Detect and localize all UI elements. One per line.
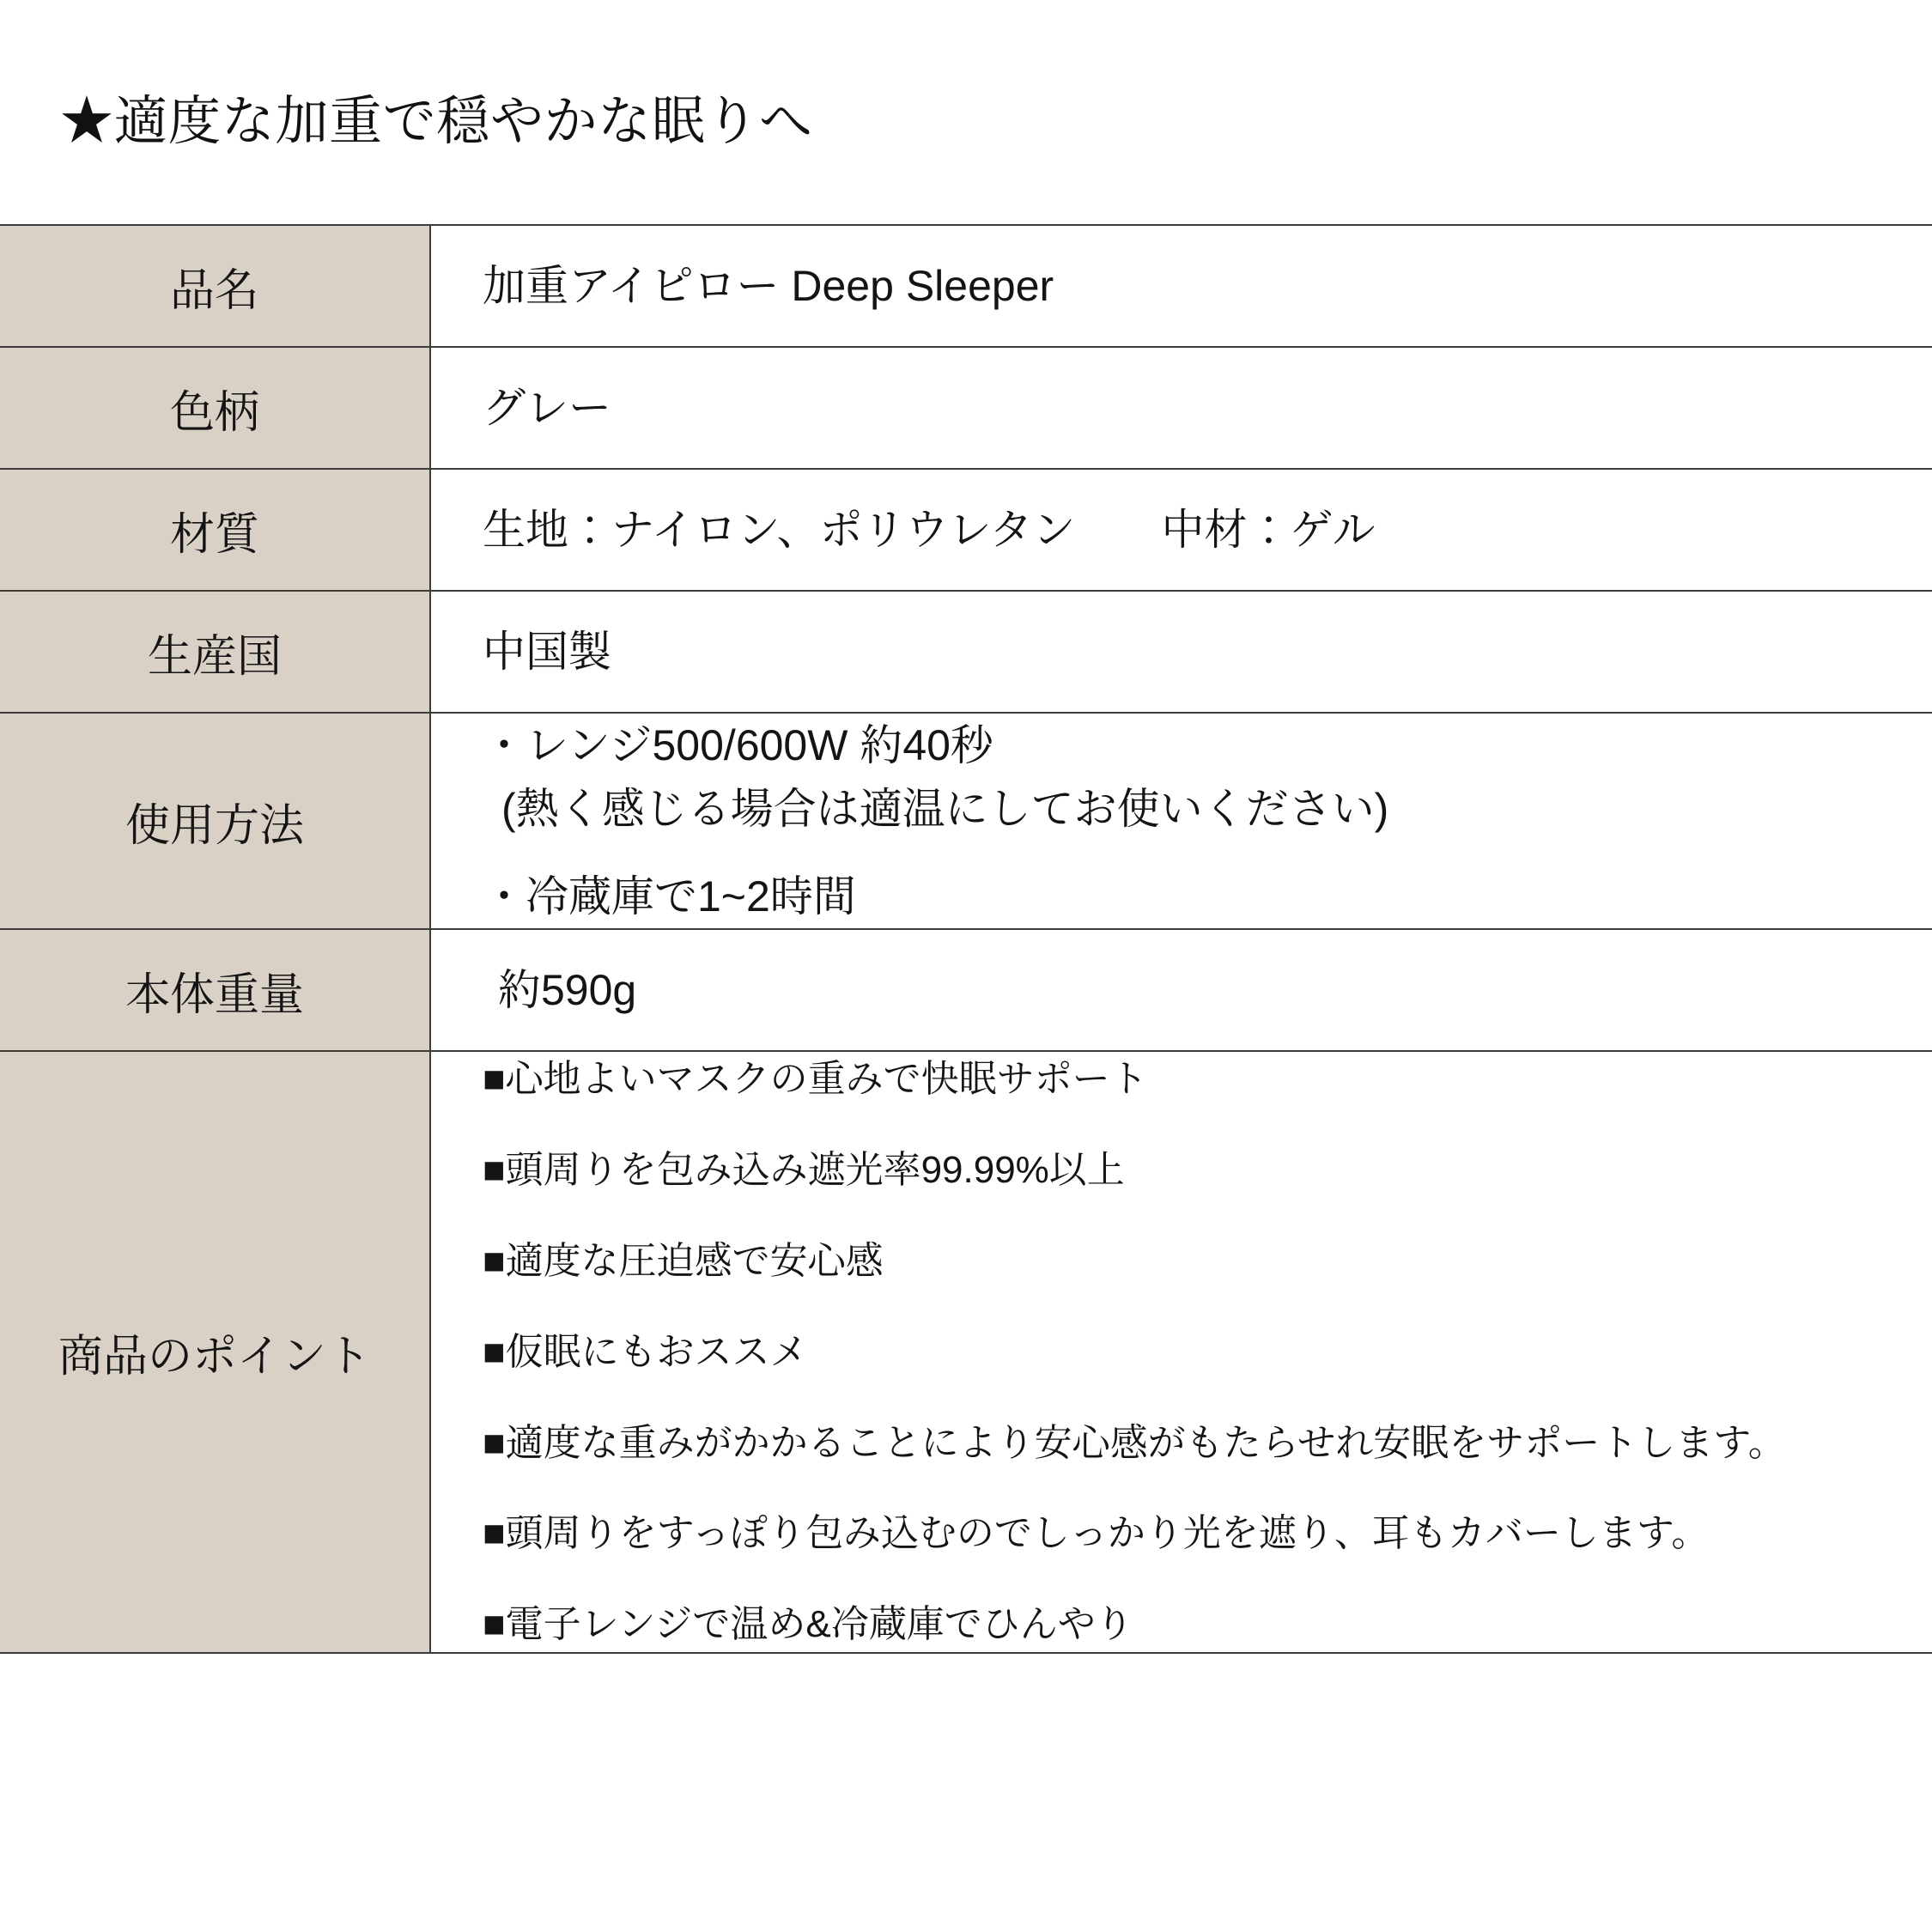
list-item: ■心地よいマスクの重みで快眠サポート (483, 1058, 1148, 1101)
spec-label-color: 色柄 (0, 347, 430, 469)
table-row (0, 347, 1932, 469)
usage-line-2: (熱く感じる場合は適温にしてお使いください) (501, 785, 1389, 834)
spec-value-country: 中国製 (483, 627, 611, 676)
spec-label-usage: 使用方法 (0, 713, 430, 929)
table-row (0, 591, 1932, 713)
page-title: ★適度な加重で穏やかな眠りへ (60, 92, 813, 151)
table-row (0, 225, 1932, 347)
list-item: ■頭周りをすっぽり包み込むのでしっかり光を遮り、耳もカバーします。 (483, 1512, 1710, 1555)
spec-value-product-name: 加重アイピロー Deep Sleeper (483, 261, 1054, 310)
table-row (0, 713, 1932, 929)
list-item: ■電子レンジで温め&冷蔵庫でひんやり (483, 1603, 1133, 1646)
spec-label-points: 商品のポイント (0, 1051, 430, 1653)
spec-value-usage (430, 713, 1932, 929)
table-row (0, 469, 1932, 591)
spec-value-points (430, 1051, 1932, 1653)
list-item: ■頭周りを包み込み遮光率99.99%以上 (483, 1149, 1125, 1192)
spec-label-country: 生産国 (0, 591, 430, 713)
spec-label-material: 材質 (0, 469, 430, 591)
usage-spacer (483, 841, 1932, 865)
spec-table (0, 224, 1932, 1654)
list-item: ■仮眠にもおススメ (483, 1330, 808, 1373)
list-item: ■適度な重みがかかることにより安心感がもたらせれ安眠をサポートします。 (483, 1421, 1786, 1464)
weight-value-text: 約590g (498, 965, 637, 1014)
usage-line-3: ・冷蔵庫で1~2時間 (483, 872, 856, 921)
usage-line-1: ・レンジ500/600W 約40秒 (483, 721, 993, 770)
list-item: ■適度な圧迫感で安心感 (483, 1239, 884, 1282)
table-row (0, 1051, 1932, 1653)
table-row (0, 929, 1932, 1051)
spec-label-product-name: 品名 (0, 225, 430, 347)
spec-value-weight (430, 929, 1932, 1051)
spec-value-color: グレー (483, 383, 611, 432)
spec-value-material: 生地：ナイロン、ポリウレタン 中材：ゲル (483, 505, 1376, 554)
spec-label-weight: 本体重量 (0, 929, 430, 1051)
